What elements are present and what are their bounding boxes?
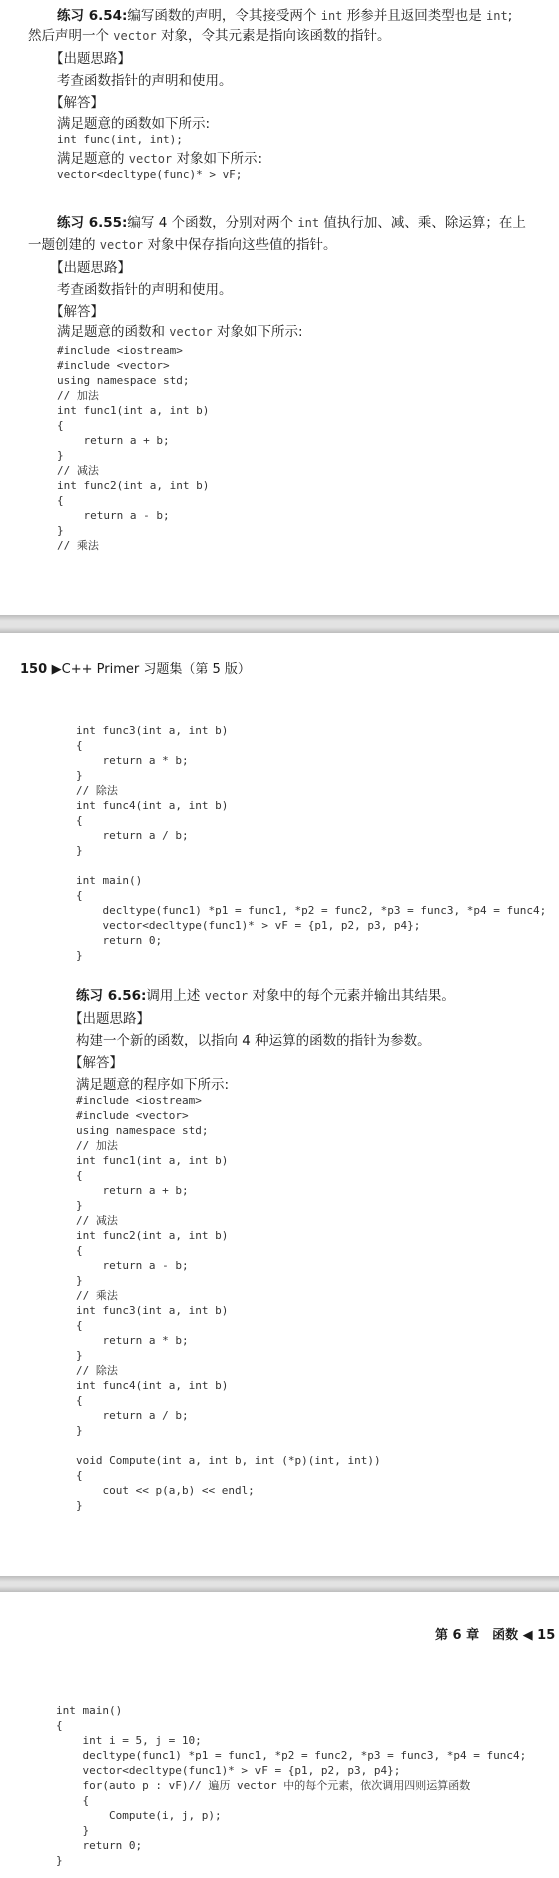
book-title: C++ Primer 习题集（第 5 版） <box>61 662 251 677</box>
exercise-6-56-idea: 构建一个新的函数，以指向 4 种运算的函数的指针为参数。 <box>76 1033 431 1049</box>
exercise-6-54-idea: 考查函数指针的声明和使用。 <box>57 73 233 89</box>
exercise-6-55-line-2: 一题创建的 vector 对象中保存指向这些值的指针。 <box>28 237 337 253</box>
exercise-6-56-title: 练习 6.56: <box>76 988 147 1004</box>
exercise-6-54-line-2: 然后声明一个 vector 对象，令其元素是指向该函数的指针。 <box>28 28 391 44</box>
exercise-6-55-line-1: 练习 6.55:编写 4 个函数，分别对两个 int 值执行加、减、乘、除运算；在上 <box>57 215 526 231</box>
idea-label: 【出题思路】 <box>69 1011 150 1027</box>
exercise-6-55-code-continued: int func3(int a, int b) { return a * b; } // 除法 int func4(int a, int b) { return a / b; } int main() { decltype(func1) *p1 = func1, *p2 = func2, *p3 = func3, *p4 = func4; vector<decltype(func1)* > vF = {p1, p2, p3, p4}; return 0; } <box>76 724 547 962</box>
page-number: 15 <box>537 1628 556 1643</box>
page-gap <box>0 1576 559 1592</box>
chapter-title: 第 6 章 函数 <box>435 1628 519 1643</box>
answer-label: 【解答】 <box>50 304 104 320</box>
exercise-6-56-main-code: int main() { int i = 5, j = 10; decltype(func1) *p1 = func1, *p2 = func2, *p3 = func3, *p4 = func4; vector<decltype(func1)* > vF = {p1, p2, p3, p4}; for(auto p : vF)// 遍历 vector 中的每个元素，依次调用四则运算函数 { Compute(i, j, p); } return 0; } <box>56 1704 527 1867</box>
page-2 <box>0 633 559 1576</box>
exercise-6-56-answer: 满足题意的程序如下所示: <box>76 1077 230 1093</box>
exercise-6-54-title: 练习 6.54: <box>57 8 128 24</box>
arrow-right-icon: ▶ <box>51 662 62 677</box>
page-gap <box>0 615 559 633</box>
page-header <box>20 658 251 677</box>
exercise-6-54-answer-1: 满足题意的函数如下所示: <box>57 116 211 132</box>
exercise-6-55-answer: 满足题意的函数和 vector 对象如下所示: <box>57 324 303 340</box>
exercise-6-54-code-1: int func(int, int); <box>57 133 183 146</box>
exercise-6-54-answer-2: 满足题意的 vector 对象如下所示: <box>57 151 262 167</box>
exercise-6-56-line: 练习 6.56:调用上述 vector 对象中的每个元素并输出其结果。 <box>76 988 455 1004</box>
exercise-6-55-idea: 考查函数指针的声明和使用。 <box>57 282 233 298</box>
page-3 <box>0 1592 559 1878</box>
page-1 <box>0 0 559 615</box>
page-number: 150 <box>20 662 48 677</box>
idea-label: 【出题思路】 <box>50 51 131 67</box>
page-header <box>435 1624 555 1643</box>
answer-label: 【解答】 <box>69 1055 123 1071</box>
idea-label: 【出题思路】 <box>50 260 131 276</box>
exercise-6-55-title: 练习 6.55: <box>57 215 128 231</box>
arrow-left-icon: ◀ <box>522 1628 533 1643</box>
exercise-6-54-code-2: vector<decltype(func)* > vF; <box>57 168 243 181</box>
answer-label: 【解答】 <box>50 95 104 111</box>
exercise-6-55-code: #include <iostream> #include <vector> using namespace std; // 加法 int func1(int a, int b) { return a + b; } // 减法 int func2(int a, int b) { return a - b; } // 乘法 <box>57 344 210 552</box>
exercise-6-56-code: #include <iostream> #include <vector> using namespace std; // 加法 int func1(int a, int b) { return a + b; } // 减法 int func2(int a, int b) { return a - b; } // 乘法 int func3(int a, int b) { return a * b; } // 除法 int func4(int a, int b) { return a / b; } void Compute(int a, int b, int (*p)(int, int)) { cout << p(a,b) << endl; } <box>76 1094 381 1512</box>
exercise-6-54-line-1: 练习 6.54:编写函数的声明，令其接受两个 int 形参并且返回类型也是 int; <box>57 8 513 24</box>
